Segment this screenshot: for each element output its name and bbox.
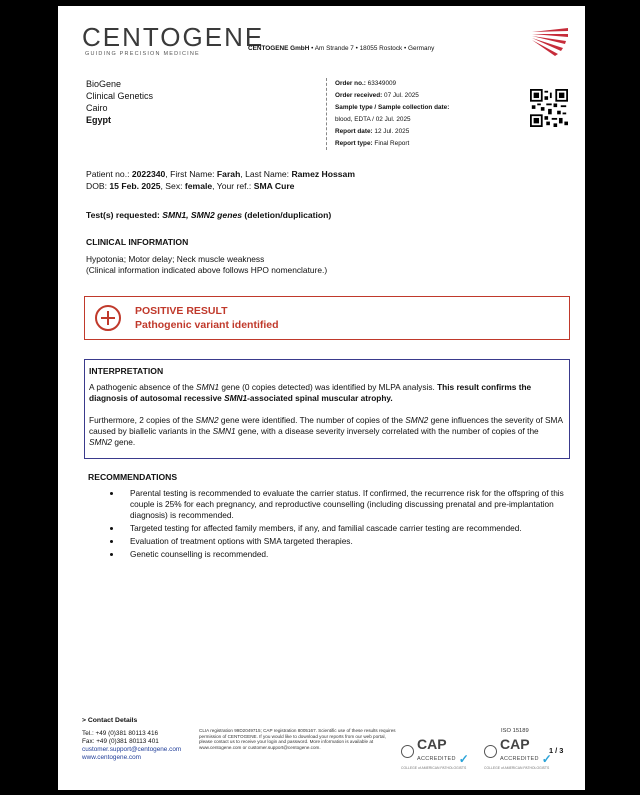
contact-email-link[interactable]: customer.support@centogene.com [82,746,182,753]
gene-name: SMN1 [224,393,248,403]
last-name: Ramez Hossam [291,169,355,179]
gene-name: SMN1 [212,426,236,436]
dob: 15 Feb. 2025 [109,180,161,191]
report-page [58,6,585,790]
dob-label: DOB: [86,180,108,191]
company-address [248,45,434,52]
contact-web-link[interactable]: www.centogene.com [82,754,141,761]
cap-accredited: ACCREDITED [417,756,456,762]
ref: SMA Cure [253,180,295,191]
cap-word: CAP [417,736,447,752]
cap-word: CAP [500,736,530,752]
report-date-label: Report date: [335,128,373,135]
recipient-block [86,78,153,126]
patient-no: 2022340 [131,169,166,179]
clia-notice: CLIA registration 99D2049715; CAP registration 8005167. Scientific use of these results requires permission of CENTOGENE. If you would like to download your reports from our web portal, please contact us to receive your login and password. More information is available at www.centogene.com or customer.support@centogene.com. [199,728,396,750]
order-no-label: Order no.: [335,80,366,87]
patient-no-label: Patient no.: [86,169,130,179]
tests-genes: SMN1, SMN2 genes [162,210,243,220]
order-no: 63349009 [367,80,397,87]
interpretation-paragraph-2 [89,415,563,448]
cap-small: COLLEGE of AMERICAN PATHOLOGISTS [401,766,467,770]
interpretation-box [84,359,570,459]
recipient-country: Egypt [86,115,112,125]
checkmark-icon: ✓ [541,752,552,766]
cap-small: COLLEGE of AMERICAN PATHOLOGISTS [484,766,550,770]
list-item: • Genetic counselling is recommended. [122,549,578,560]
cap-seal-icon [484,745,497,758]
page-number: 1 / 3 [549,746,564,755]
address-text: • Am Strande 7 • 18055 Rostock • Germany [309,45,435,52]
clinical-line2: (Clinical information indicated above follows HPO nomenclature.) [86,265,328,275]
report-type: Final Report [374,140,410,147]
text-span: gene influences the severity of SMA caused by biallelic variants in the [89,415,563,436]
list-item: • Targeted testing for affected family members, if any, and familial cascade carrier testing are recommended. [122,523,578,534]
clinical-line1: Hypotonia; Motor delay; Neck muscle weakness [86,254,265,264]
company-name: CENTOGENE GmbH [248,45,310,52]
report-type-label: Report type: [335,140,373,147]
order-received-label: Order received: [335,92,383,99]
contact-details [82,730,181,762]
result-title: POSITIVE RESULT [135,305,228,317]
first-name: Farah [216,169,241,179]
first-name-label: , First Name: [165,169,215,179]
cap-accredited-badge [401,736,469,770]
sample-label: Sample type / Sample collection date: [335,104,450,111]
brand-fan-icon [528,28,572,58]
patient-info [86,169,355,192]
report-date: 12 Jul. 2025 [374,128,410,135]
gene-name: SMN1 [196,382,220,392]
text-span: gene, with a disease severity inversely correlated with the number of copies of the [235,426,539,436]
cap-seal-icon [401,745,414,758]
sample-value: blood, EDTA / 02 Jul. 2025 [335,116,411,123]
text-span: Furthermore, 2 copies of the [89,415,196,425]
interpretation-heading: INTERPRETATION [89,366,164,376]
cap-accredited: ACCREDITED [500,756,539,762]
recommendations-heading: RECOMMENDATIONS [88,472,178,482]
logo-text: CENTOGENE [82,22,265,52]
clinical-heading: CLINICAL INFORMATION [86,237,189,247]
recommendations-list [102,486,578,562]
positive-result-box [84,296,570,340]
qr-code-icon [530,89,568,127]
text-span: -associated spinal muscular atrophy. [247,393,393,403]
contact-heading: > Contact Details [82,717,138,724]
gene-name: SMN2 [195,415,219,425]
iso-label: ISO 15189 [501,728,529,734]
recipient-line3: Cairo [86,103,108,113]
contact-fax: Fax: +49 (0)381 80113 401 [82,738,159,745]
list-item: • Evaluation of treatment options with SMA targeted therapies. [122,536,578,547]
last-name-label: , Last Name: [240,169,290,179]
interpretation-paragraph-1 [89,382,563,404]
tests-label: Test(s) requested: [86,210,160,220]
order-info [326,78,449,150]
text-span: This result confirms the diagnosis of autosomal recessive [89,382,532,403]
text-span: gene were identified. The number of copies of the [218,415,406,425]
gene-name: SMN2 [89,437,113,447]
list-item: • Parental testing is recommended to evaluate the carrier status. If confirmed, the recurrence risk for the offspring of this couple is 25% for each pregnancy, and reproductive counselling (including discussing prenatal and pre-implantation diagnosis) is recommended. [122,488,578,521]
order-received: 07 Jul. 2025 [384,92,419,99]
company-logo [82,22,264,53]
checkmark-icon: ✓ [458,752,469,766]
gene-name: SMN2 [405,415,429,425]
ref-label: , Your ref.: [212,180,252,191]
text-span: gene. [112,437,136,447]
sex: female [184,180,213,191]
tests-method: (deletion/duplication) [242,210,332,220]
cap-iso-badge [484,736,552,770]
clinical-text [86,254,556,276]
sex-label: , Sex: [160,180,183,191]
text-span: A pathogenic absence of the [89,382,197,392]
recipient-line2: Clinical Genetics [86,91,154,101]
recipient-line1: BioGene [86,79,122,89]
result-subtitle: Pathogenic variant identified [135,319,279,331]
contact-tel: Tel.: +49 (0)381 80113 416 [82,730,159,737]
logo-tagline: GUIDING PRECISION MEDICINE [85,51,200,57]
plus-circle-icon [95,305,121,331]
text-span: gene (0 copies detected) was identified by MLPA analysis. [219,382,438,392]
tests-requested [86,210,331,220]
